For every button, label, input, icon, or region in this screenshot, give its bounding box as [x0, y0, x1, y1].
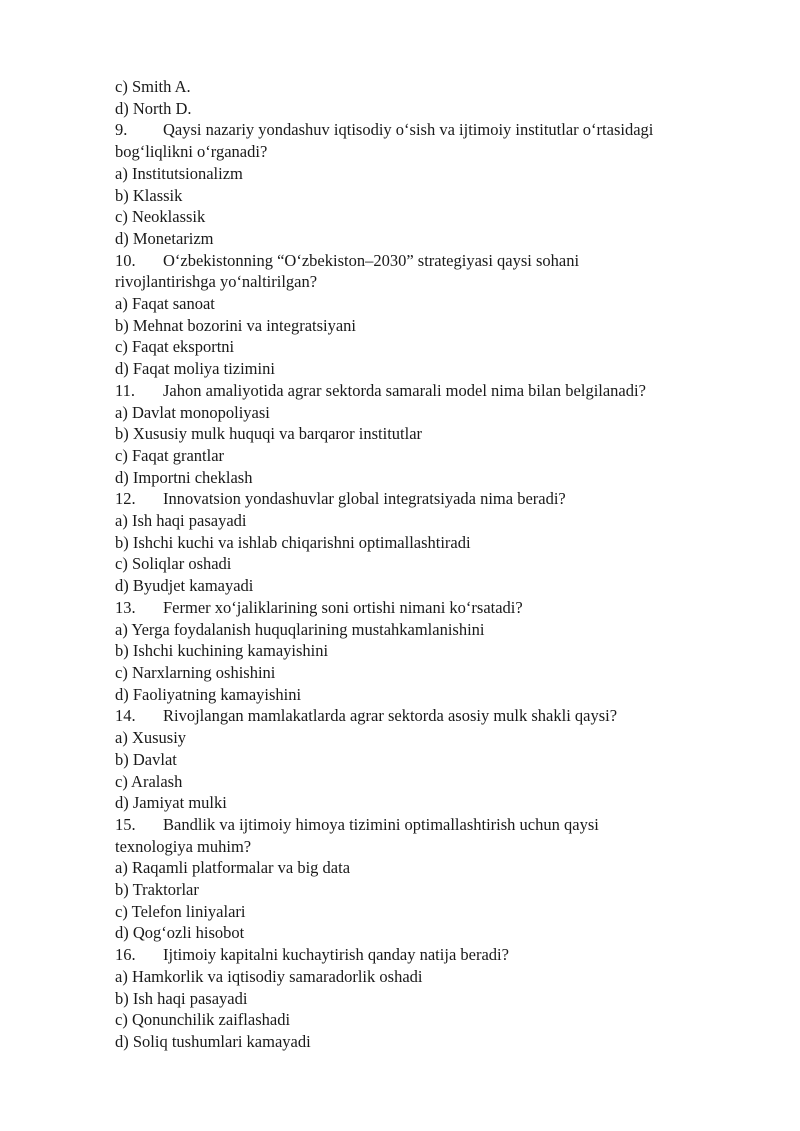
- option-a: a) Yerga foydalanish huquqlarining mustahkamlanishini: [115, 619, 485, 639]
- option-c: c) Soliqlar oshadi: [115, 554, 232, 574]
- question-number: 11.: [115, 380, 136, 400]
- option-b: b) Ishchi kuchining kamayishini: [115, 641, 329, 661]
- question-number: 14.: [115, 706, 136, 726]
- option-b: b) Ishchi kuchi va ishlab chiqarishni optimallashtiradi: [115, 532, 471, 552]
- option-a: a) Hamkorlik va iqtisodiy samaradorlik oshadi: [115, 966, 423, 986]
- question-text: Rivojlangan mamlakatlarda agrar sektorda asosiy mulk shakli qaysi?: [163, 706, 618, 726]
- option-b: b) Traktorlar: [115, 880, 199, 900]
- question-text: Ijtimoiy kapitalni kuchaytirish qanday natija beradi?: [163, 945, 509, 965]
- question-number: 9.: [115, 120, 128, 140]
- question-number: 12.: [115, 489, 136, 509]
- option-d: d) North D.: [115, 98, 192, 118]
- option-d: d) Jamiyat mulki: [115, 793, 227, 813]
- question-13: [115, 597, 727, 619]
- question-16: [115, 944, 727, 966]
- question-text: Qaysi nazariy yondashuv iqtisodiy o‘sish va ijtimoiy institutlar o‘rtasidagi: [163, 120, 654, 140]
- option-c: c) Aralash: [115, 771, 183, 791]
- option-b: b) Klassik: [115, 185, 183, 205]
- option-d: d) Faoliyatning kamayishini: [115, 684, 302, 704]
- option-a: a) Raqamli platformalar va big data: [115, 858, 351, 878]
- question-12: [115, 488, 727, 510]
- option-d: d) Soliq tushumlari kamayadi: [115, 1031, 311, 1051]
- option-c: c) Faqat grantlar: [115, 445, 225, 465]
- option-b: b) Davlat: [115, 749, 177, 769]
- question-number: 16.: [115, 945, 136, 965]
- option-b: b) Xususiy mulk huquqi va barqaror institutlar: [115, 424, 423, 444]
- question-15: [115, 814, 727, 836]
- option-a: a) Faqat sanoat: [115, 294, 215, 314]
- question-11: [115, 380, 727, 402]
- option-b: b) Ish haqi pasayadi: [115, 988, 248, 1008]
- question-text: O‘zbekistonning “O‘zbekiston–2030” strategiyasi qaysi sohani: [163, 250, 580, 270]
- option-a: a) Xususiy: [115, 728, 187, 748]
- document-page: [115, 76, 727, 1053]
- option-c: c) Narxlarning oshishini: [115, 662, 276, 682]
- option-c: c) Qonunchilik zaiflashadi: [115, 1010, 291, 1030]
- question-9: [115, 119, 727, 141]
- option-b: b) Mehnat bozorini va integratsiyani: [115, 315, 357, 335]
- option-d: d) Byudjet kamayadi: [115, 576, 254, 596]
- option-c: c) Smith A.: [115, 77, 191, 96]
- option-a: a) Davlat monopoliyasi: [115, 402, 270, 422]
- question-text-continued: bog‘liqlikni o‘rganadi?: [115, 142, 268, 162]
- option-d: d) Qog‘ozli hisobot: [115, 923, 245, 943]
- option-c: c) Neoklassik: [115, 207, 206, 227]
- question-number: 15.: [115, 814, 136, 834]
- question-text: Fermer xo‘jaliklarining soni ortishi nimani ko‘rsatadi?: [163, 597, 523, 617]
- question-text: Bandlik va ijtimoiy himoya tizimini optimallashtirish uchun qaysi: [163, 814, 599, 834]
- question-text-continued: rivojlantirishga yo‘naltirilgan?: [115, 272, 318, 292]
- option-d: d) Importni cheklash: [115, 467, 253, 487]
- question-text: Innovatsion yondashuvlar global integratsiyada nima beradi?: [163, 489, 566, 509]
- option-c: c) Telefon liniyalari: [115, 901, 246, 921]
- question-text: Jahon amaliyotida agrar sektorda samarali model nima bilan belgilanadi?: [163, 380, 646, 400]
- question-10: [115, 250, 727, 272]
- question-number: 10.: [115, 250, 136, 270]
- option-a: a) Institutsionalizm: [115, 163, 243, 183]
- option-d: d) Monetarizm: [115, 228, 214, 248]
- question-14: [115, 705, 727, 727]
- option-d: d) Faqat moliya tizimini: [115, 359, 275, 379]
- option-a: a) Ish haqi pasayadi: [115, 511, 247, 531]
- option-c: c) Faqat eksportni: [115, 337, 235, 357]
- question-number: 13.: [115, 597, 136, 617]
- question-text-continued: texnologiya muhim?: [115, 836, 252, 856]
